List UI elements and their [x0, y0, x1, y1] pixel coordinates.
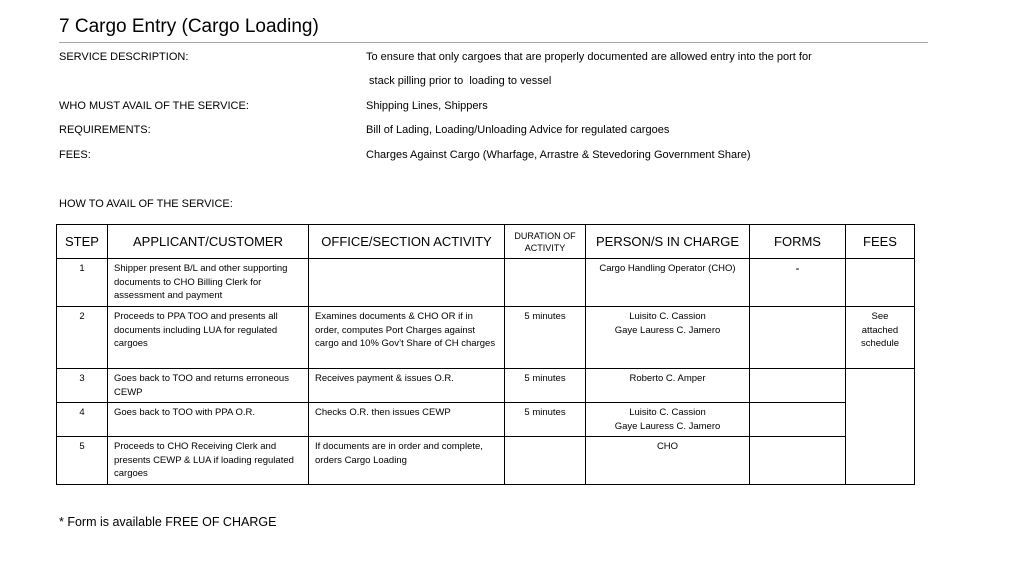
table-row [57, 307, 915, 369]
who-must-avail-label: WHO MUST AVAIL OF THE SERVICE: [59, 100, 249, 112]
fees-value: Charges Against Cargo (Wharfage, Arrastre & Stevedoring Government Share) [366, 149, 751, 161]
table-row [57, 259, 915, 307]
office-activity-cell: Examines documents & CHO OR if in order, computes Port Charges against cargo and 10% Gov’t Share of CH charges [309, 307, 505, 369]
forms-cell [750, 369, 846, 403]
step-number: 2 [57, 307, 108, 369]
duration-cell: 5 minutes [505, 403, 586, 437]
fees-cell [846, 369, 915, 485]
service-description-line2: stack pilling prior to loading to vessel [366, 75, 552, 87]
forms-cell [750, 437, 846, 485]
office-activity-cell: Receives payment & issues O.R. [309, 369, 505, 403]
fees-cell [846, 259, 915, 307]
page-title: 7 Cargo Entry (Cargo Loading) [59, 16, 319, 37]
table-row [57, 403, 915, 437]
applicant-cell: Proceeds to CHO Receiving Clerk and presents CEWP & LUA if loading regulated cargoes [108, 437, 309, 485]
service-description-label: SERVICE DESCRIPTION: [59, 51, 189, 63]
person-in-charge-cell: Cargo Handling Operator (CHO) [586, 259, 750, 307]
person-name: Luisito C. Cassion [629, 407, 706, 418]
forms-cell: - [750, 259, 846, 307]
person-name: Luisito C. Cassion [629, 311, 706, 322]
duration-cell [505, 259, 586, 307]
person-in-charge-cell: CHO [586, 437, 750, 485]
office-activity-cell: Checks O.R. then issues CEWP [309, 403, 505, 437]
who-must-avail-value: Shipping Lines, Shippers [366, 100, 488, 112]
step-number: 4 [57, 403, 108, 437]
person-in-charge-cell: Roberto C. Amper [586, 369, 750, 403]
step-number: 3 [57, 369, 108, 403]
footnote: * Form is available FREE OF CHARGE [59, 515, 277, 529]
applicant-cell: Proceeds to PPA TOO and presents all documents including LUA for regulated cargoes [108, 307, 309, 369]
header-fees: FEES [846, 225, 915, 259]
step-number: 1 [57, 259, 108, 307]
header-applicant: APPLICANT/CUSTOMER [108, 225, 309, 259]
person-name: Gaye Lauress C. Jamero [614, 324, 721, 336]
how-to-avail-label: HOW TO AVAIL OF THE SERVICE: [59, 198, 233, 210]
step-number: 5 [57, 437, 108, 485]
service-steps-table [56, 224, 915, 485]
duration-cell [505, 437, 586, 485]
table-row [57, 369, 915, 403]
duration-cell: 5 minutes [505, 369, 586, 403]
service-description-line1: To ensure that only cargoes that are properly documented are allowed entry into the port for [366, 51, 812, 63]
requirements-label: REQUIREMENTS: [59, 124, 151, 136]
person-name: Gaye Lauress C. Jamero [614, 420, 721, 432]
requirements-value: Bill of Lading, Loading/Unloading Advice for regulated cargoes [366, 124, 670, 136]
duration-cell: 5 minutes [505, 307, 586, 369]
table-header-row [57, 225, 915, 259]
header-duration: DURATION OF ACTIVITY [505, 225, 586, 259]
fees-label: FEES: [59, 149, 91, 161]
office-activity-cell [309, 259, 505, 307]
header-office-activity: OFFICE/SECTION ACTIVITY [309, 225, 505, 259]
person-in-charge-cell [586, 403, 750, 437]
header-person-in-charge: PERSON/S IN CHARGE [586, 225, 750, 259]
title-divider [59, 42, 928, 43]
person-in-charge-cell [586, 307, 750, 369]
forms-cell [750, 307, 846, 369]
header-step: STEP [57, 225, 108, 259]
header-forms: FORMS [750, 225, 846, 259]
applicant-cell: Goes back to TOO and returns erroneous CEWP [108, 369, 309, 403]
fees-cell: See attached schedule [846, 307, 915, 369]
forms-cell [750, 403, 846, 437]
applicant-cell: Shipper present B/L and other supporting documents to CHO Billing Clerk for assessment and payment [108, 259, 309, 307]
applicant-cell: Goes back to TOO with PPA O.R. [108, 403, 309, 437]
office-activity-cell: If documents are in order and complete, orders Cargo Loading [309, 437, 505, 485]
table-row [57, 437, 915, 485]
